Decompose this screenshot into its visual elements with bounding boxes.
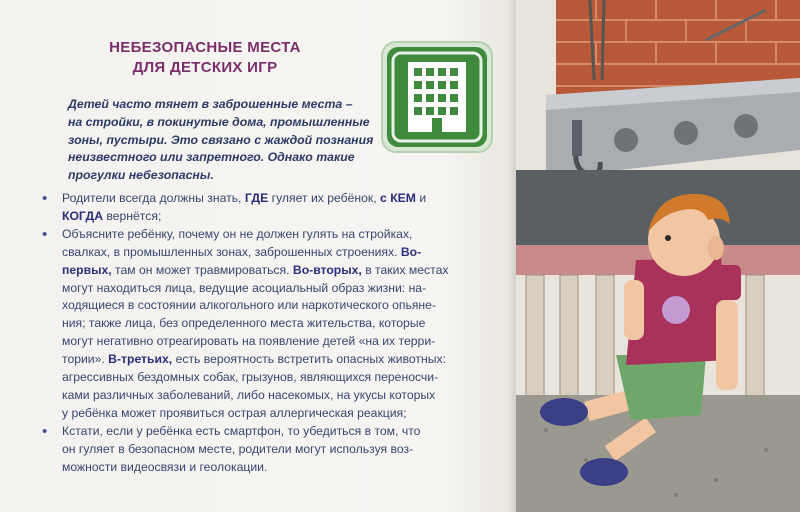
- text-line: [62, 244, 492, 262]
- text-line: ходящиеся в состоянии алкогольного или наркотического опьяне-: [62, 298, 436, 313]
- list-item: [40, 423, 492, 477]
- text-line: агрессивных бездомных собак, грызунов, являющихся переносчи-: [62, 370, 439, 385]
- text-run: там он может травмироваться.: [111, 262, 293, 277]
- text-line: он гуляет в безопасном месте, родители могут используя воз-: [62, 441, 414, 456]
- text-line: Кстати, если у ребёнка есть смартфон, то убедиться в том, что: [62, 423, 421, 438]
- boy-at-construction-site-illustration: [516, 0, 800, 512]
- bullet-marker: •: [42, 225, 48, 243]
- text-line: [62, 262, 492, 280]
- emphasis-thirdly: В-третьих,: [108, 352, 173, 367]
- text-line: у ребёнка может проявиться острая аллергическая реакция;: [62, 405, 407, 420]
- text-run: в таких местах: [361, 262, 449, 277]
- title-line-2: ДЛЯ ДЕТСКИХ ИГР: [132, 59, 278, 76]
- text-run: Родители всегда должны знать,: [62, 191, 245, 205]
- intro-paragraph: [68, 96, 374, 185]
- bullet-marker: •: [42, 422, 48, 440]
- emphasis-where: ГДЕ: [244, 191, 269, 205]
- text-line: могут находиться лица, ведущие асоциальный образ жизни: на-: [62, 280, 427, 295]
- text-run: и: [415, 191, 427, 205]
- text-line: можности видеосвязи и геолокации.: [62, 459, 268, 474]
- text-line: [62, 208, 492, 226]
- text-run: тории».: [62, 352, 109, 367]
- text-run: гуляет их ребёнок,: [268, 191, 381, 205]
- text-run: свалках, в промышленных зонах, заброшенных строениях.: [62, 244, 398, 259]
- intro-line: Детей часто тянет в заброшенные места –: [68, 97, 353, 111]
- list-item: [40, 190, 492, 226]
- emphasis-firstly: первых,: [62, 262, 112, 277]
- list-item: [40, 226, 492, 423]
- intro-line: неизвестного или запретного. Однако такие: [68, 150, 355, 165]
- text-run: есть вероятность встретить опасных животных:: [172, 352, 446, 367]
- text-line: [62, 190, 492, 208]
- text-line: могут негативно отреагировать на появление детей «на их терри-: [62, 334, 436, 349]
- bullet-marker: •: [42, 190, 48, 207]
- emphasis-firstly: Во-: [397, 244, 422, 259]
- text-line: [62, 351, 492, 369]
- intro-line: на стройки, в покинутые дома, промышленные: [68, 114, 370, 129]
- text-line: ками различных заболеваний, либо насекомых, на укусы которых: [62, 387, 436, 402]
- text-run: вернётся;: [103, 208, 162, 223]
- emphasis-with-whom: с КЕМ: [380, 191, 416, 205]
- intro-line: зоны, пустыри. Это связано с жаждой познания: [68, 132, 374, 147]
- building-icon: [380, 40, 494, 154]
- title-line-1: НЕБЕЗОПАСНЫЕ МЕСТА: [109, 39, 301, 56]
- intro-line: прогулки небезопасны.: [68, 168, 214, 183]
- page-title: [40, 38, 370, 78]
- text-line: Объясните ребёнку, почему он не должен гулять на стройках,: [62, 226, 413, 241]
- emphasis-secondly: Во-вторых,: [292, 262, 362, 277]
- text-line: ния; также лица, без определенного места жительства, которые: [62, 316, 426, 331]
- body-text: [40, 190, 492, 477]
- emphasis-when: КОГДА: [62, 208, 104, 223]
